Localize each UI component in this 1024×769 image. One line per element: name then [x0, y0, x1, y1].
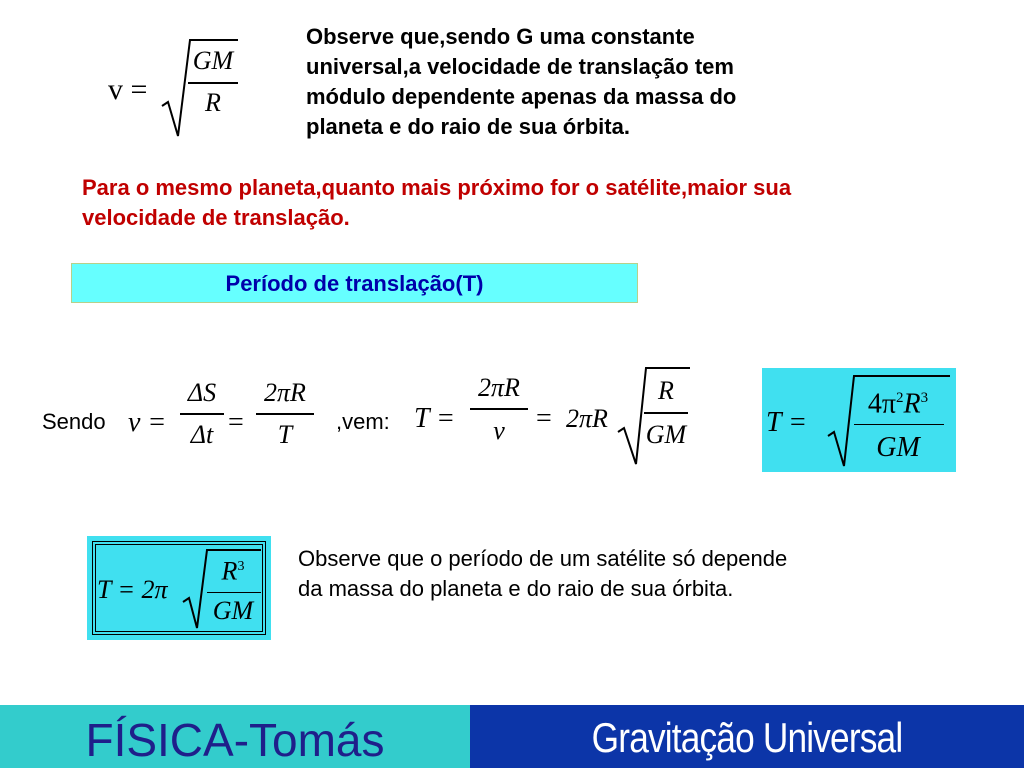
footer-topic: Gravitação Universal	[591, 714, 903, 761]
boxed-2-denominator	[201, 596, 265, 626]
period-formula-box-2	[87, 536, 271, 640]
equals-sign-2: =	[536, 403, 552, 434]
conclusion-line-2: da massa do planeta e do raio de sua órbita.	[298, 576, 734, 601]
sqrt-denominator	[640, 420, 692, 450]
boxed-1-denominator-text: GM	[876, 432, 920, 463]
boxed-1-coef-exp: 2	[896, 390, 904, 406]
boxed-2-exp: 3	[237, 559, 245, 574]
boxed-2-var: R	[221, 556, 238, 586]
fraction-bar	[644, 412, 688, 414]
boxed-1-var: R	[903, 388, 921, 420]
two-pi-r-text: 2πR	[264, 378, 306, 407]
intro-line-2: universal,a velocidade de translação tem	[306, 54, 734, 79]
boxed-2-lhs-text: T = 2π	[97, 575, 168, 604]
two-pi-r-3	[566, 402, 608, 436]
vem-label: ,vem:	[336, 409, 390, 434]
velocity-v-text: v	[493, 416, 505, 445]
two-pi-r-2	[468, 373, 530, 403]
highlight-line-1: Para o mesmo planeta,quanto mais próximo for o satélite,maior sua	[82, 175, 792, 200]
two-pi-r-3-text: 2πR	[566, 404, 608, 433]
boxed-2-lhs	[97, 574, 168, 606]
footer-topic-bar	[470, 705, 1024, 768]
equals-sign: =	[228, 407, 244, 438]
boxed-2-denominator-text: GM	[212, 596, 254, 625]
velocity-denominator	[188, 88, 238, 118]
intro-line-4: planeta e do raio de sua órbita.	[306, 114, 630, 139]
footer-author: FÍSICA-Tomás	[85, 714, 385, 766]
sqrt-numerator	[644, 376, 688, 406]
period-formula-box	[762, 368, 956, 472]
delta-t-text: Δt	[190, 420, 214, 449]
boxed-1-denominator	[850, 432, 946, 464]
two-pi-r	[254, 378, 316, 408]
fraction-bar	[180, 413, 224, 415]
sqrt-denominator-text: GM	[645, 420, 687, 449]
footer-author-bar	[0, 705, 470, 768]
velocity-denominator-text: R	[205, 88, 221, 117]
boxed-2-numerator	[203, 552, 263, 587]
fraction-bar	[470, 408, 528, 410]
fraction-bar	[207, 592, 261, 593]
velocity-v	[468, 416, 530, 446]
section-title-box	[71, 263, 638, 303]
fraction-bar	[188, 82, 238, 84]
velocity-numerator	[188, 46, 238, 76]
section-title: Período de translação(T)	[225, 271, 484, 296]
delta-s	[180, 378, 224, 408]
derivation-v-lhs	[128, 406, 166, 440]
sqrt-numerator-text: R	[658, 376, 674, 405]
velocity-numerator-text: GM	[192, 46, 234, 75]
derivation-t-lhs-text: T =	[414, 403, 455, 434]
boxed-1-coef: 4π	[867, 388, 897, 420]
delta-t	[180, 420, 224, 450]
velocity-lhs: v =	[108, 73, 148, 106]
derivation-t-lhs	[414, 402, 455, 436]
delta-s-text: ΔS	[187, 378, 217, 407]
period-t	[254, 420, 316, 450]
sendo-label: Sendo	[42, 409, 106, 434]
boxed-1-lhs	[766, 406, 807, 440]
period-t-text: T	[277, 420, 293, 449]
intro-line-3: módulo dependente apenas da massa do	[306, 84, 737, 109]
fraction-bar	[854, 424, 944, 425]
fraction-bar	[256, 413, 314, 415]
conclusion-line-1: Observe que o período de um satélite só depende	[298, 546, 788, 571]
highlight-line-2: velocidade de translação.	[82, 205, 350, 230]
derivation-v-lhs-text: v =	[128, 407, 167, 438]
two-pi-r-2-text: 2πR	[478, 373, 520, 402]
boxed-1-lhs-text: T =	[766, 407, 807, 438]
boxed-1-numerator	[850, 382, 946, 420]
boxed-1-var-exp: 3	[920, 390, 929, 406]
intro-line-1: Observe que,sendo G uma constante	[306, 24, 695, 49]
